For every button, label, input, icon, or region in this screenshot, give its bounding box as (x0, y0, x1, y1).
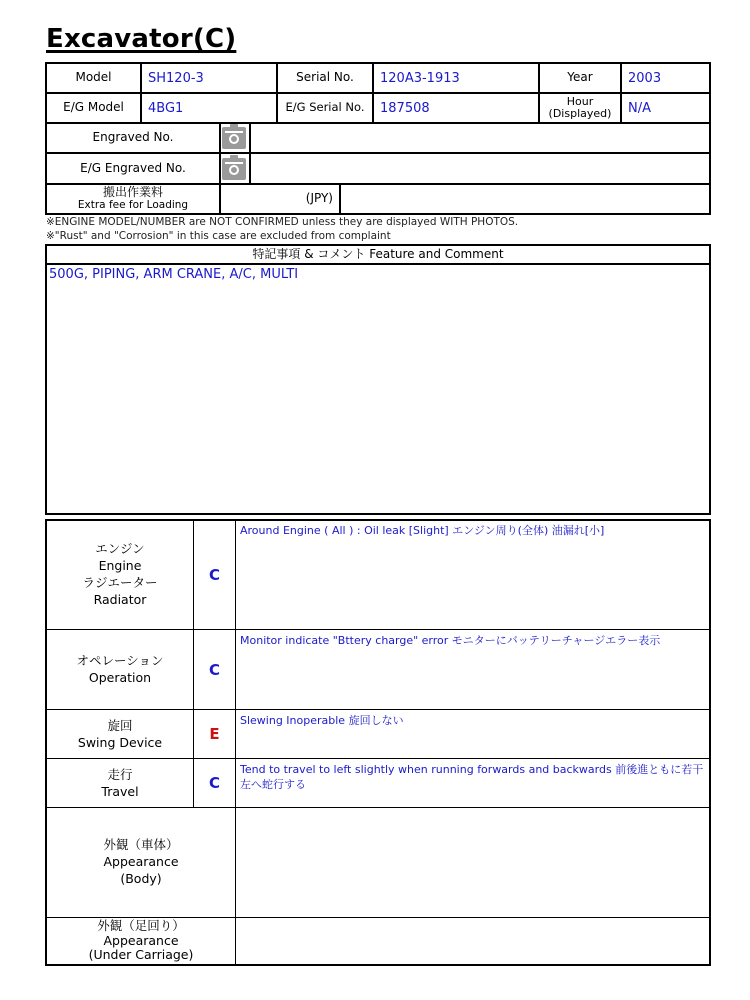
model-value: SH120-3 (148, 70, 204, 86)
loading-value[interactable] (341, 185, 709, 213)
year-label: Year (567, 70, 593, 85)
appearance-undercarriage-label-en2: (Under Carriage) (88, 947, 194, 962)
travel-label-en: Travel (101, 784, 139, 799)
appearance-undercarriage-label-en: Appearance (103, 932, 179, 948)
appearance-undercarriage-comment (236, 918, 709, 964)
travel-label (47, 766, 193, 802)
page-title: Excavator(C) (46, 24, 237, 54)
feature-header: 特記事項 & コメント Feature and Comment (252, 246, 504, 261)
model-label: Model (75, 70, 112, 85)
travel-comment: Tend to travel to left slightly when running forwards and backwards 前後進ともに若干左へ蛇行する (240, 763, 704, 791)
engraved-label: Engraved No. (92, 130, 174, 145)
appearance-body-comment (236, 808, 709, 916)
eg-model-value: 4BG1 (148, 100, 184, 116)
hour-value: N/A (628, 100, 651, 116)
eg-serial-value: 187508 (380, 100, 430, 116)
operation-label-en: Operation (88, 670, 152, 685)
swing-comment: Slewing Inoperable 旋回しない (240, 714, 404, 727)
swing-label (47, 717, 193, 753)
loading-label-en: Extra fee for Loading (77, 199, 189, 211)
feature-text: 500G, PIPING, ARM CRANE, A/C, MULTI (49, 267, 299, 282)
radiator-label-jp: ラジエーター (82, 575, 158, 590)
note-rust: ※"Rust" and "Corrosion" in this case are excluded from complaint (46, 230, 391, 242)
travel-grade: C (208, 774, 220, 792)
note-engine-confirm: ※ENGINE MODEL/NUMBER are NOT CONFIRMED unless they are displayed WITH PHOTOS. (46, 216, 519, 228)
eg-serial-label: E/G Serial No. (285, 100, 365, 115)
year-value: 2003 (628, 70, 662, 86)
camera-icon[interactable] (222, 127, 246, 149)
hour-label-line2: (Displayed) (548, 107, 612, 120)
appearance-body-label-en2: (Body) (120, 871, 162, 886)
swing-label-en: Swing Device (77, 735, 163, 750)
eg-model-label: E/G Model (63, 100, 124, 115)
serial-label: Serial No. (296, 70, 354, 85)
loading-label (47, 185, 219, 213)
eg-engraved-label: E/G Engraved No. (80, 160, 186, 175)
appearance-body-label-en: Appearance (103, 854, 179, 869)
appearance-body-label (47, 836, 235, 890)
camera-icon[interactable] (222, 158, 246, 180)
swing-grade: E (209, 725, 220, 743)
loading-unit: (JPY) (305, 191, 333, 206)
appearance-body-label-jp: 外観（車体） (103, 837, 179, 852)
serial-value: 120A3-1913 (380, 70, 460, 86)
operation-comment: Monitor indicate "Bttery charge" error モニターにバッテリーチャージエラー表示 (240, 634, 661, 647)
engine-comment: Around Engine ( All ) : Oil leak [Slight] エンジン周り(全体) 油漏れ[小] (240, 524, 605, 537)
appearance-undercarriage-label-jp: 外観（足回り） (97, 919, 185, 933)
radiator-label-en: Radiator (93, 592, 147, 607)
engine-label-en: Engine (98, 558, 142, 573)
operation-grade: C (208, 660, 220, 679)
engine-grade: C (208, 566, 220, 584)
operation-label (47, 652, 193, 688)
engine-radiator-label (47, 540, 193, 610)
loading-label-jp: 搬出作業料 (102, 185, 163, 199)
operation-label-jp: オペレーション (76, 653, 164, 668)
engine-label-jp: エンジン (95, 541, 145, 556)
hour-label-line1: Hour (566, 95, 594, 108)
appearance-undercarriage-label (47, 919, 235, 965)
travel-label-jp: 走行 (107, 767, 133, 782)
hour-label (540, 94, 620, 122)
swing-label-jp: 旋回 (107, 718, 133, 733)
